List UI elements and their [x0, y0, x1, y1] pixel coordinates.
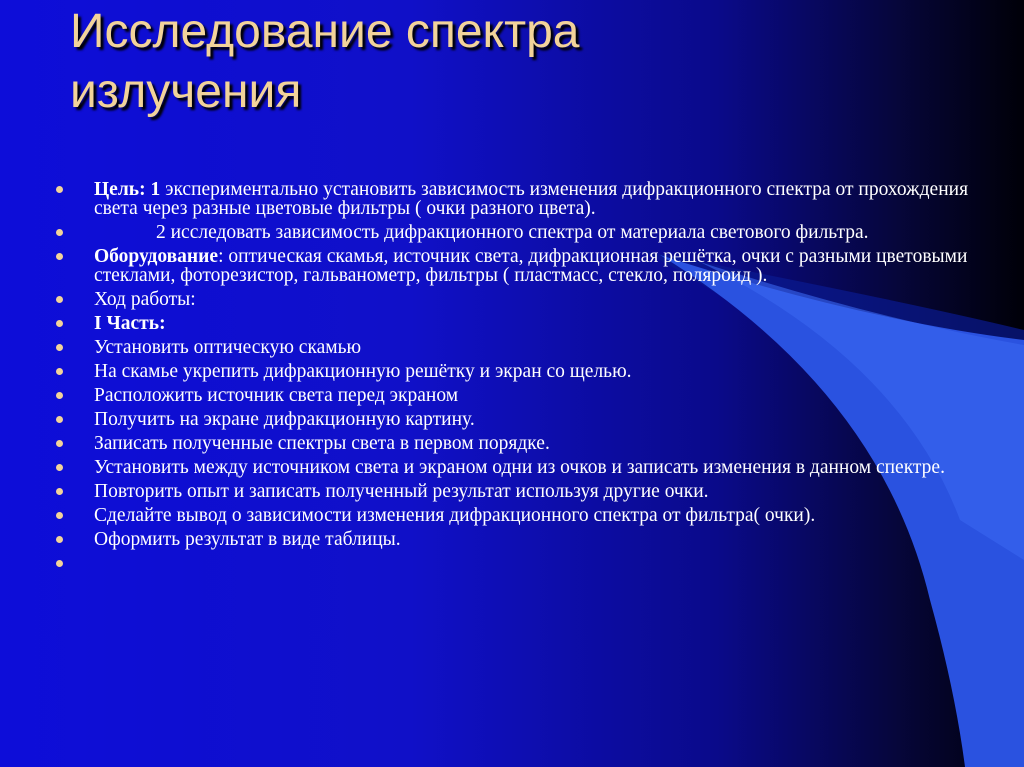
list-item: Записать полученные спектры света в первом порядке.: [56, 434, 986, 453]
bullet-icon: [56, 416, 63, 423]
list-item: Получить на экране дифракционную картину.: [56, 410, 986, 429]
list-item: Установить оптическую скамью: [56, 338, 986, 357]
list-item: На скамье укрепить дифракционную решётку и экран со щелью.: [56, 362, 986, 381]
bullet-icon: [56, 186, 63, 193]
list-item: Цель: 1 экспериментально установить зависимость изменения дифракционного спектра от прохождения света через разные цветовые фильтры ( очки разного цвета).: [56, 180, 986, 218]
bullet-icon: [56, 464, 63, 471]
list-item: Повторить опыт и записать полученный результат используя другие очки.: [56, 482, 986, 501]
list-item: Ход работы:: [56, 290, 986, 309]
bullet-icon: [56, 392, 63, 399]
list-item: Расположить источник света перед экраном: [56, 386, 986, 405]
bullet-icon: [56, 560, 63, 567]
bullet-icon: [56, 229, 63, 236]
bullet-icon: [56, 344, 63, 351]
slide-title: [70, 2, 870, 122]
bullet-icon: [56, 253, 63, 260]
title-line-1: Исследование спектра: [70, 5, 580, 58]
title-line-2: излучения: [70, 65, 302, 118]
bullet-icon: [56, 296, 63, 303]
list-item: Сделайте вывод о зависимости изменения дифракционного спектра от фильтра( очки).: [56, 506, 986, 525]
list-item: Оборудование: оптическая скамья, источник света, дифракционная решётка, очки с разными цветовыми стеклами, фоторезистор, гальванометр, фильтры ( пластмасс, стекло, поляроид ).: [56, 247, 986, 285]
list-item: Оформить результат в виде таблицы.: [56, 530, 986, 549]
bullet-icon: [56, 488, 63, 495]
list-item: [56, 554, 986, 573]
list-item: Установить между источником света и экраном одни из очков и записать изменения в данном спектре.: [56, 458, 986, 477]
bullet-icon: [56, 512, 63, 519]
list-item: 2 исследовать зависимость дифракционного спектра от материала светового фильтра.: [56, 223, 986, 242]
bullet-icon: [56, 536, 63, 543]
bullet-icon: [56, 320, 63, 327]
bullet-icon: [56, 368, 63, 375]
content-list: [56, 180, 986, 578]
bullet-icon: [56, 440, 63, 447]
list-item: I Часть:: [56, 314, 986, 333]
